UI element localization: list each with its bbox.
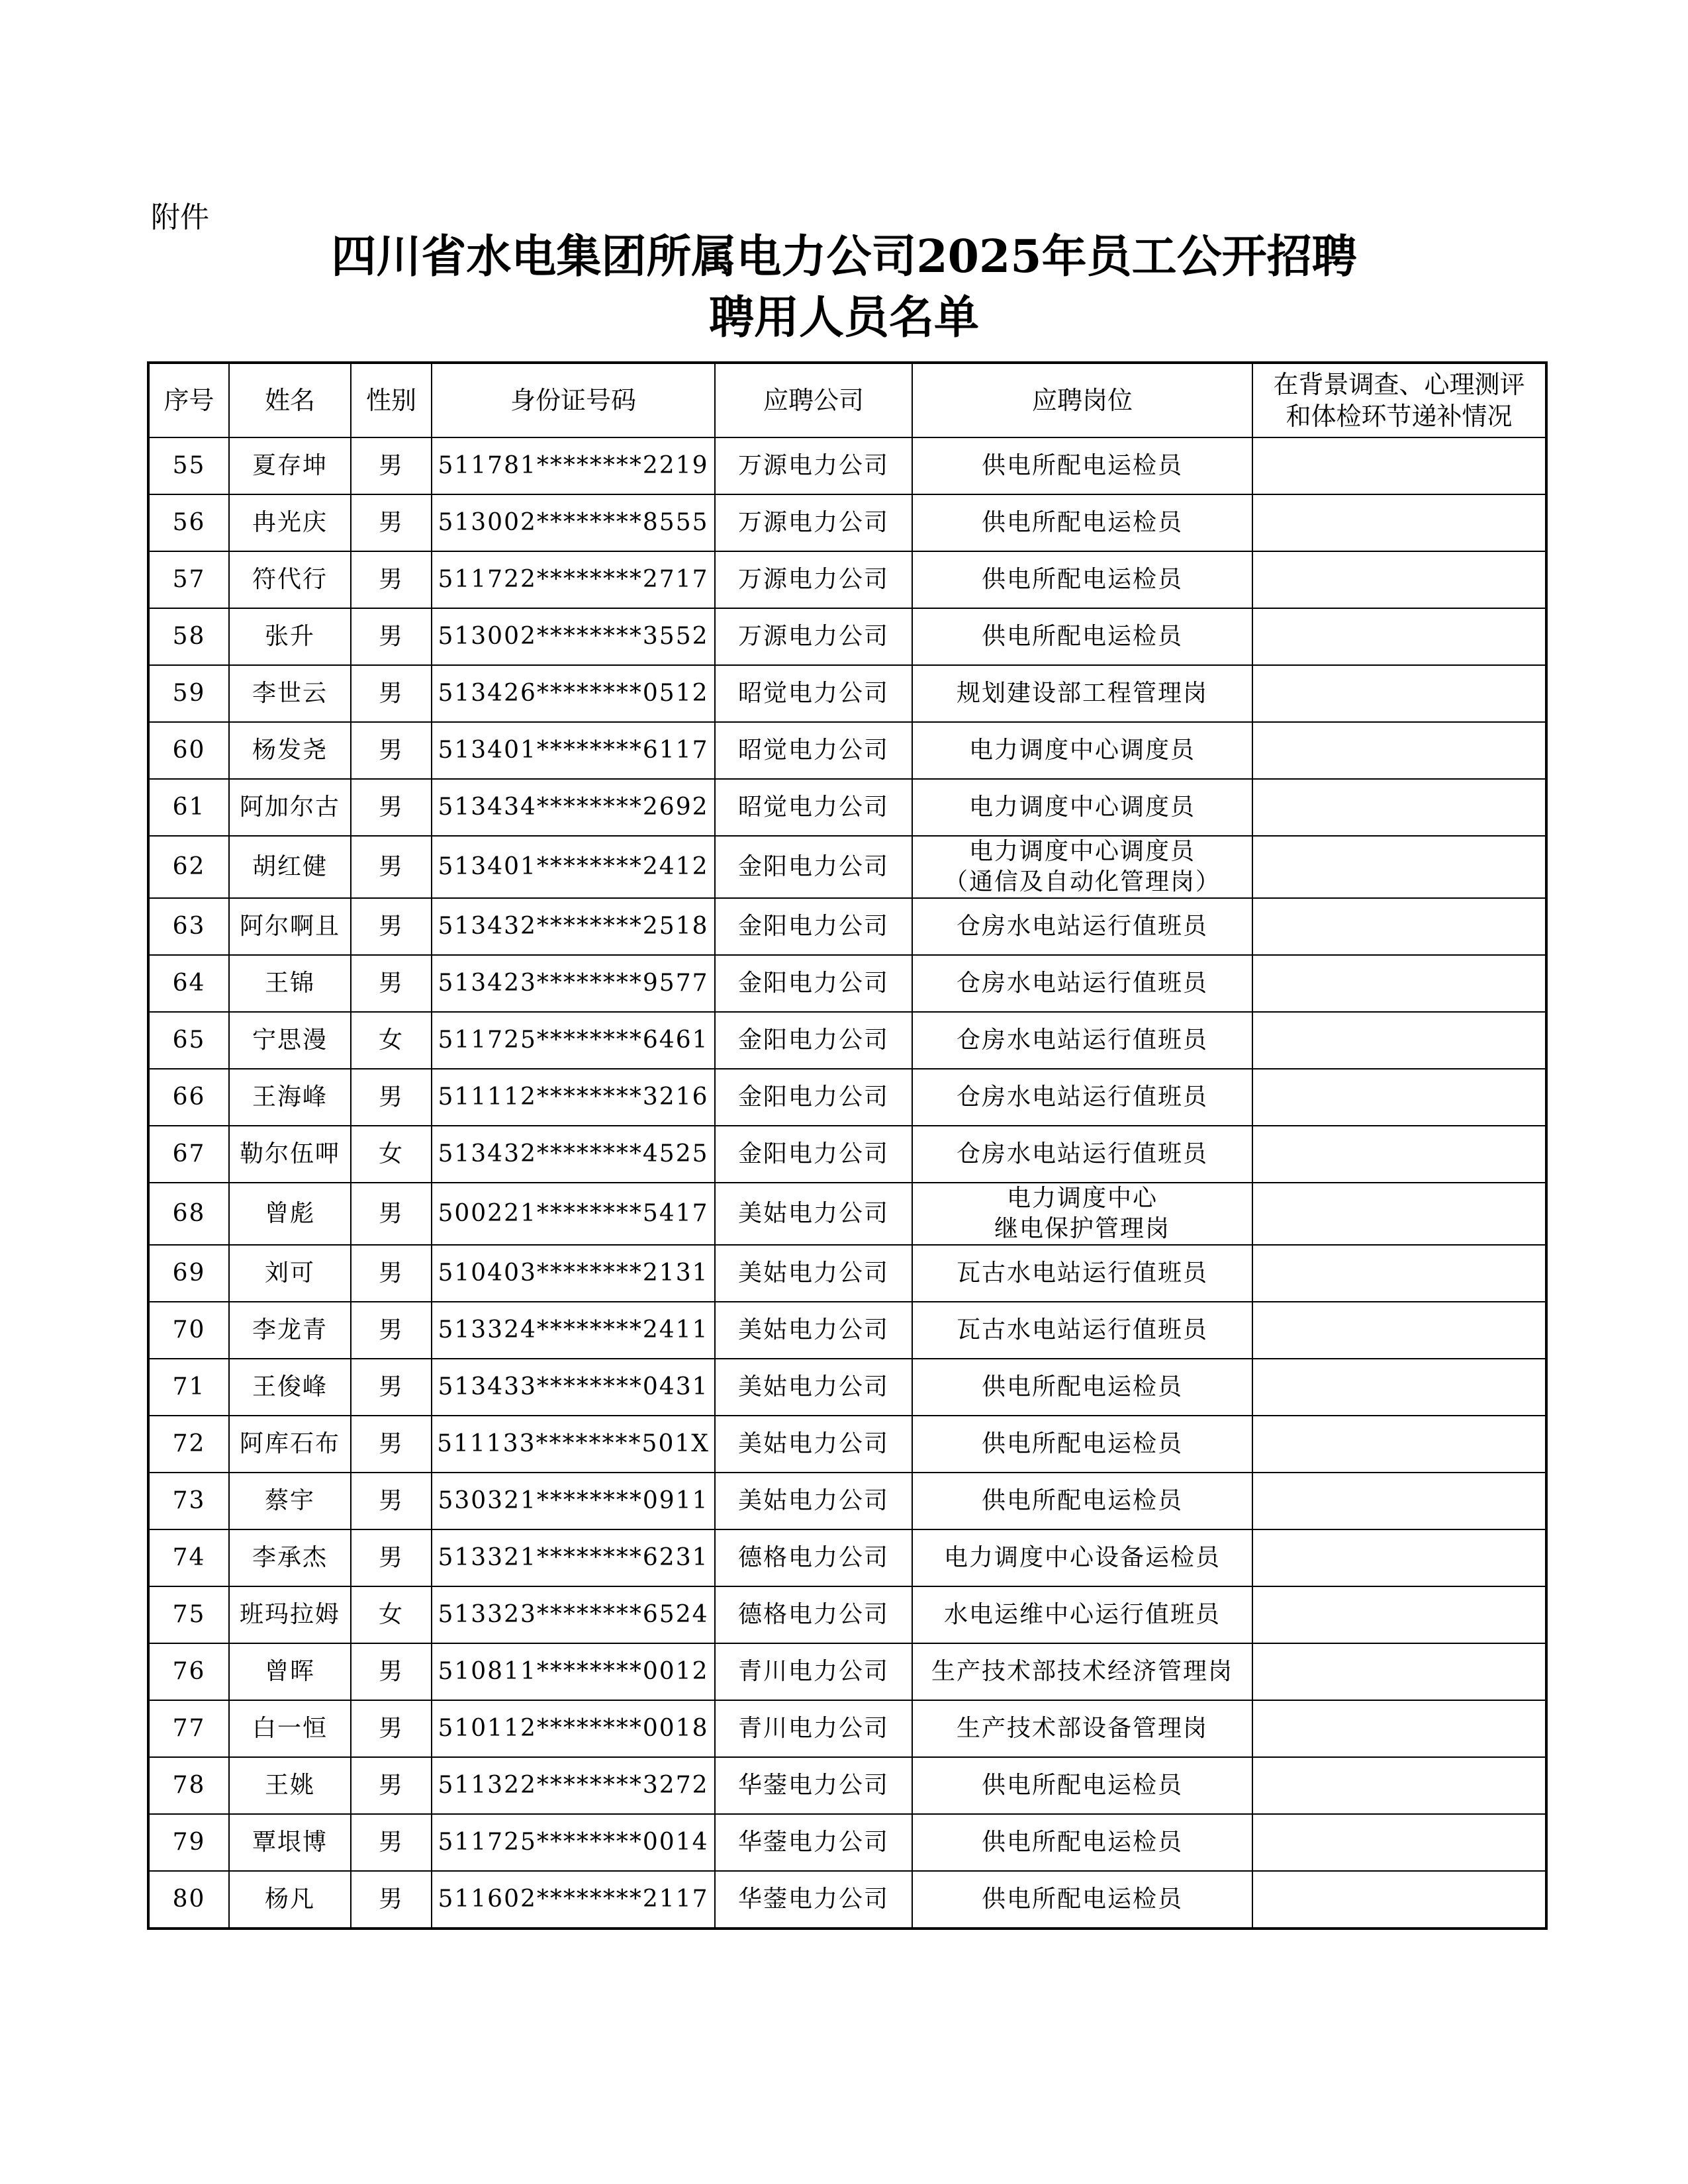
cell-id: 513002********8555 xyxy=(432,494,715,551)
cell-position-line: 瓦古水电站运行值班员 xyxy=(956,1259,1208,1287)
cell-id: 511725********0014 xyxy=(432,1814,715,1871)
cell-company: 美姑电力公司 xyxy=(715,1416,912,1473)
cell-gender: 男 xyxy=(351,1359,432,1416)
cell-name: 刘可 xyxy=(229,1245,351,1302)
cell-position xyxy=(912,494,1252,551)
cell-seq: 65 xyxy=(148,1012,229,1069)
cell-note xyxy=(1252,437,1546,494)
cell-id: 511725********6461 xyxy=(432,1012,715,1069)
cell-id: 510112********0018 xyxy=(432,1700,715,1757)
cell-note xyxy=(1252,1183,1546,1245)
cell-name: 夏存坤 xyxy=(229,437,351,494)
cell-position xyxy=(912,665,1252,722)
table-row xyxy=(148,665,1546,722)
cell-note xyxy=(1252,1529,1546,1586)
cell-seq: 61 xyxy=(148,779,229,836)
cell-note xyxy=(1252,1700,1546,1757)
table-row xyxy=(148,608,1546,665)
cell-position-line: 仓房水电站运行值班员 xyxy=(956,1140,1208,1167)
cell-gender: 男 xyxy=(351,1757,432,1814)
page-subtitle: 聘用人员名单 xyxy=(708,291,979,344)
table-row xyxy=(148,1126,1546,1183)
cell-id: 513432********2518 xyxy=(432,898,715,955)
cell-note xyxy=(1252,551,1546,608)
cell-gender: 男 xyxy=(351,551,432,608)
table-row xyxy=(148,1183,1546,1245)
cell-note xyxy=(1252,955,1546,1012)
cell-note xyxy=(1252,494,1546,551)
table-row xyxy=(148,1012,1546,1069)
header-name: 姓名 xyxy=(229,363,351,437)
header-note-line2: 和体检环节递补情况 xyxy=(1286,402,1513,431)
cell-position xyxy=(912,1359,1252,1416)
cell-gender: 男 xyxy=(351,1416,432,1473)
cell-company: 青川电力公司 xyxy=(715,1643,912,1700)
table-row xyxy=(148,1529,1546,1586)
cell-note xyxy=(1252,779,1546,836)
cell-seq: 70 xyxy=(148,1302,229,1359)
cell-seq: 73 xyxy=(148,1473,229,1529)
table-row xyxy=(148,898,1546,955)
cell-position-line: 水电运维中心运行值班员 xyxy=(943,1601,1221,1628)
cell-note xyxy=(1252,1871,1546,1929)
cell-position xyxy=(912,1416,1252,1473)
cell-gender: 女 xyxy=(351,1012,432,1069)
cell-gender: 男 xyxy=(351,1245,432,1302)
cell-name: 王俊峰 xyxy=(229,1359,351,1416)
cell-note xyxy=(1252,836,1546,898)
cell-note xyxy=(1252,665,1546,722)
cell-position xyxy=(912,1814,1252,1871)
cell-name: 符代行 xyxy=(229,551,351,608)
table-row xyxy=(148,836,1546,898)
cell-note xyxy=(1252,1245,1546,1302)
table-body xyxy=(148,437,1546,1929)
cell-position xyxy=(912,1643,1252,1700)
cell-company: 昭觉电力公司 xyxy=(715,722,912,779)
cell-position xyxy=(912,1069,1252,1126)
cell-gender: 男 xyxy=(351,722,432,779)
header-company: 应聘公司 xyxy=(715,363,912,437)
cell-id: 511322********3272 xyxy=(432,1757,715,1814)
cell-seq: 59 xyxy=(148,665,229,722)
cell-position-line: 瓦古水电站运行值班员 xyxy=(956,1316,1208,1343)
cell-position xyxy=(912,1126,1252,1183)
cell-company: 华蓥电力公司 xyxy=(715,1871,912,1929)
cell-name: 蔡宇 xyxy=(229,1473,351,1529)
cell-note xyxy=(1252,1473,1546,1529)
cell-gender: 男 xyxy=(351,955,432,1012)
cell-position xyxy=(912,608,1252,665)
cell-name: 阿尔啊且 xyxy=(229,898,351,955)
cell-position xyxy=(912,1245,1252,1302)
cell-company: 美姑电力公司 xyxy=(715,1302,912,1359)
cell-company: 华蓥电力公司 xyxy=(715,1757,912,1814)
cell-name: 王姚 xyxy=(229,1757,351,1814)
cell-position-line: 电力调度中心调度员 xyxy=(968,737,1196,764)
cell-id: 511133********501X xyxy=(432,1416,715,1473)
cell-seq: 58 xyxy=(148,608,229,665)
cell-name: 白一恒 xyxy=(229,1700,351,1757)
cell-position-line: 供电所配电运检员 xyxy=(981,452,1183,479)
header-position: 应聘岗位 xyxy=(912,363,1252,437)
cell-name: 班玛拉姆 xyxy=(229,1586,351,1643)
cell-position-line: 电力调度中心设备运检员 xyxy=(943,1544,1221,1571)
cell-company: 美姑电力公司 xyxy=(715,1473,912,1529)
cell-position-line: 供电所配电运检员 xyxy=(981,1886,1183,1913)
cell-position xyxy=(912,437,1252,494)
cell-company: 金阳电力公司 xyxy=(715,898,912,955)
cell-position-line: 仓房水电站运行值班员 xyxy=(956,1026,1208,1054)
cell-position-line: 规划建设部工程管理岗 xyxy=(956,680,1208,707)
cell-name: 阿库石布 xyxy=(229,1416,351,1473)
cell-gender: 男 xyxy=(351,494,432,551)
cell-id: 510403********2131 xyxy=(432,1245,715,1302)
cell-id: 500221********5417 xyxy=(432,1183,715,1245)
cell-seq: 57 xyxy=(148,551,229,608)
cell-seq: 62 xyxy=(148,836,229,898)
cell-seq: 69 xyxy=(148,1245,229,1302)
cell-name: 杨发尧 xyxy=(229,722,351,779)
cell-seq: 63 xyxy=(148,898,229,955)
cell-gender: 男 xyxy=(351,1643,432,1700)
cell-position xyxy=(912,1012,1252,1069)
cell-position-line: 生产技术部技术经济管理岗 xyxy=(931,1658,1233,1685)
cell-position xyxy=(912,1586,1252,1643)
header-gender: 性别 xyxy=(351,363,432,437)
cell-note xyxy=(1252,1126,1546,1183)
cell-gender: 女 xyxy=(351,1126,432,1183)
cell-position-line: 电力调度中心调度员 xyxy=(968,794,1196,821)
header-note xyxy=(1252,363,1546,437)
table-row xyxy=(148,955,1546,1012)
cell-note xyxy=(1252,1359,1546,1416)
table-row xyxy=(148,551,1546,608)
cell-note xyxy=(1252,1814,1546,1871)
table-row xyxy=(148,1245,1546,1302)
cell-company: 万源电力公司 xyxy=(715,551,912,608)
table-row xyxy=(148,1757,1546,1814)
cell-gender: 女 xyxy=(351,1586,432,1643)
cell-note xyxy=(1252,898,1546,955)
cell-position xyxy=(912,1871,1252,1929)
cell-id: 513433********0431 xyxy=(432,1359,715,1416)
cell-position-line: 供电所配电运检员 xyxy=(981,509,1183,536)
cell-name: 胡红健 xyxy=(229,836,351,898)
cell-name: 宁思漫 xyxy=(229,1012,351,1069)
cell-position-line: 供电所配电运检员 xyxy=(981,1487,1183,1514)
cell-note xyxy=(1252,1757,1546,1814)
cell-id: 511112********3216 xyxy=(432,1069,715,1126)
cell-company: 金阳电力公司 xyxy=(715,955,912,1012)
cell-seq: 68 xyxy=(148,1183,229,1245)
cell-gender: 男 xyxy=(351,1302,432,1359)
cell-id: 513401********2412 xyxy=(432,836,715,898)
cell-company: 德格电力公司 xyxy=(715,1586,912,1643)
cell-seq: 66 xyxy=(148,1069,229,1126)
cell-name: 张升 xyxy=(229,608,351,665)
cell-gender: 男 xyxy=(351,779,432,836)
cell-note xyxy=(1252,608,1546,665)
cell-position-line: 继电保护管理岗 xyxy=(994,1215,1170,1242)
cell-id: 513321********6231 xyxy=(432,1529,715,1586)
table-row xyxy=(148,1586,1546,1643)
cell-seq: 56 xyxy=(148,494,229,551)
table-row xyxy=(148,1473,1546,1529)
header-id: 身份证号码 xyxy=(432,363,715,437)
cell-id: 513432********4525 xyxy=(432,1126,715,1183)
cell-position xyxy=(912,955,1252,1012)
cell-company: 昭觉电力公司 xyxy=(715,665,912,722)
cell-position xyxy=(912,1473,1252,1529)
cell-position xyxy=(912,722,1252,779)
cell-name: 李承杰 xyxy=(229,1529,351,1586)
cell-company: 美姑电力公司 xyxy=(715,1245,912,1302)
cell-company: 金阳电力公司 xyxy=(715,1012,912,1069)
cell-id: 513401********6117 xyxy=(432,722,715,779)
cell-position-line: （通信及自动化管理岗） xyxy=(943,868,1221,895)
cell-gender: 男 xyxy=(351,1069,432,1126)
cell-position-line: 供电所配电运检员 xyxy=(981,623,1183,650)
cell-company: 美姑电力公司 xyxy=(715,1359,912,1416)
cell-company: 金阳电力公司 xyxy=(715,1126,912,1183)
cell-position-line: 电力调度中心调度员 xyxy=(968,838,1196,865)
table-row xyxy=(148,722,1546,779)
table-row xyxy=(148,1871,1546,1929)
cell-gender: 男 xyxy=(351,437,432,494)
cell-company: 万源电力公司 xyxy=(715,608,912,665)
cell-name: 杨凡 xyxy=(229,1871,351,1929)
page-title: 四川省水电集团所属电力公司2025年员工公开招聘 xyxy=(331,230,1357,283)
cell-position xyxy=(912,1183,1252,1245)
cell-name: 王海峰 xyxy=(229,1069,351,1126)
cell-gender: 男 xyxy=(351,1473,432,1529)
table-row xyxy=(148,1416,1546,1473)
cell-id: 513324********2411 xyxy=(432,1302,715,1359)
cell-seq: 74 xyxy=(148,1529,229,1586)
attachment-label: 附件 xyxy=(151,201,209,234)
cell-id: 511781********2219 xyxy=(432,437,715,494)
cell-id: 513423********9577 xyxy=(432,955,715,1012)
cell-id: 530321********0911 xyxy=(432,1473,715,1529)
cell-name: 曾彪 xyxy=(229,1183,351,1245)
cell-gender: 男 xyxy=(351,1529,432,1586)
cell-position xyxy=(912,836,1252,898)
cell-name: 王锦 xyxy=(229,955,351,1012)
cell-company: 华蓥电力公司 xyxy=(715,1814,912,1871)
cell-gender: 男 xyxy=(351,1814,432,1871)
cell-company: 美姑电力公司 xyxy=(715,1183,912,1245)
cell-id: 513323********6524 xyxy=(432,1586,715,1643)
cell-position-line: 生产技术部设备管理岗 xyxy=(956,1715,1208,1742)
cell-position-line: 供电所配电运检员 xyxy=(981,1829,1183,1856)
table-header xyxy=(148,363,1546,437)
cell-seq: 79 xyxy=(148,1814,229,1871)
cell-position xyxy=(912,1529,1252,1586)
cell-position xyxy=(912,1302,1252,1359)
cell-position-line: 仓房水电站运行值班员 xyxy=(956,913,1208,940)
cell-position-line: 仓房水电站运行值班员 xyxy=(956,1083,1208,1111)
cell-name: 李龙青 xyxy=(229,1302,351,1359)
cell-position-line: 供电所配电运检员 xyxy=(981,1772,1183,1799)
cell-seq: 71 xyxy=(148,1359,229,1416)
table-row xyxy=(148,1643,1546,1700)
table-row xyxy=(148,779,1546,836)
hiring-roster-table xyxy=(147,361,1548,1930)
table-row xyxy=(148,1814,1546,1871)
cell-company: 万源电力公司 xyxy=(715,437,912,494)
table-row xyxy=(148,437,1546,494)
cell-seq: 60 xyxy=(148,722,229,779)
cell-seq: 80 xyxy=(148,1871,229,1929)
cell-company: 金阳电力公司 xyxy=(715,836,912,898)
cell-position xyxy=(912,779,1252,836)
table-row xyxy=(148,1302,1546,1359)
cell-gender: 男 xyxy=(351,836,432,898)
cell-name: 覃垠博 xyxy=(229,1814,351,1871)
cell-position xyxy=(912,898,1252,955)
cell-id: 513426********0512 xyxy=(432,665,715,722)
cell-seq: 55 xyxy=(148,437,229,494)
table-row xyxy=(148,494,1546,551)
cell-gender: 男 xyxy=(351,898,432,955)
cell-seq: 76 xyxy=(148,1643,229,1700)
cell-note xyxy=(1252,722,1546,779)
cell-company: 青川电力公司 xyxy=(715,1700,912,1757)
cell-note xyxy=(1252,1012,1546,1069)
table-row xyxy=(148,1700,1546,1757)
cell-note xyxy=(1252,1069,1546,1126)
header-note-line1: 在背景调查、心理测评 xyxy=(1273,370,1525,399)
table-row xyxy=(148,1359,1546,1416)
cell-position-line: 电力调度中心 xyxy=(1006,1185,1158,1212)
cell-gender: 男 xyxy=(351,1700,432,1757)
cell-seq: 64 xyxy=(148,955,229,1012)
cell-id: 511722********2717 xyxy=(432,551,715,608)
cell-note xyxy=(1252,1643,1546,1700)
cell-name: 曾晖 xyxy=(229,1643,351,1700)
cell-id: 513002********3552 xyxy=(432,608,715,665)
table-row xyxy=(148,1069,1546,1126)
cell-gender: 男 xyxy=(351,1871,432,1929)
cell-company: 万源电力公司 xyxy=(715,494,912,551)
cell-company: 金阳电力公司 xyxy=(715,1069,912,1126)
cell-name: 冉光庆 xyxy=(229,494,351,551)
cell-position-line: 供电所配电运检员 xyxy=(981,566,1183,593)
cell-position-line: 供电所配电运检员 xyxy=(981,1430,1183,1457)
cell-name: 李世云 xyxy=(229,665,351,722)
cell-name: 阿加尔古 xyxy=(229,779,351,836)
cell-gender: 男 xyxy=(351,1183,432,1245)
cell-id: 513434********2692 xyxy=(432,779,715,836)
cell-position-line: 仓房水电站运行值班员 xyxy=(956,970,1208,997)
cell-note xyxy=(1252,1586,1546,1643)
cell-seq: 78 xyxy=(148,1757,229,1814)
cell-seq: 67 xyxy=(148,1126,229,1183)
cell-company: 德格电力公司 xyxy=(715,1529,912,1586)
cell-position xyxy=(912,1757,1252,1814)
cell-seq: 77 xyxy=(148,1700,229,1757)
cell-note xyxy=(1252,1302,1546,1359)
cell-id: 510811********0012 xyxy=(432,1643,715,1700)
cell-company: 昭觉电力公司 xyxy=(715,779,912,836)
cell-name: 勒尔伍呷 xyxy=(229,1126,351,1183)
cell-id: 511602********2117 xyxy=(432,1871,715,1929)
cell-seq: 72 xyxy=(148,1416,229,1473)
cell-seq: 75 xyxy=(148,1586,229,1643)
cell-gender: 男 xyxy=(351,608,432,665)
cell-position-line: 供电所配电运检员 xyxy=(981,1373,1183,1400)
cell-position xyxy=(912,1700,1252,1757)
header-seq: 序号 xyxy=(148,363,229,437)
cell-gender: 男 xyxy=(351,665,432,722)
cell-note xyxy=(1252,1416,1546,1473)
cell-position xyxy=(912,551,1252,608)
